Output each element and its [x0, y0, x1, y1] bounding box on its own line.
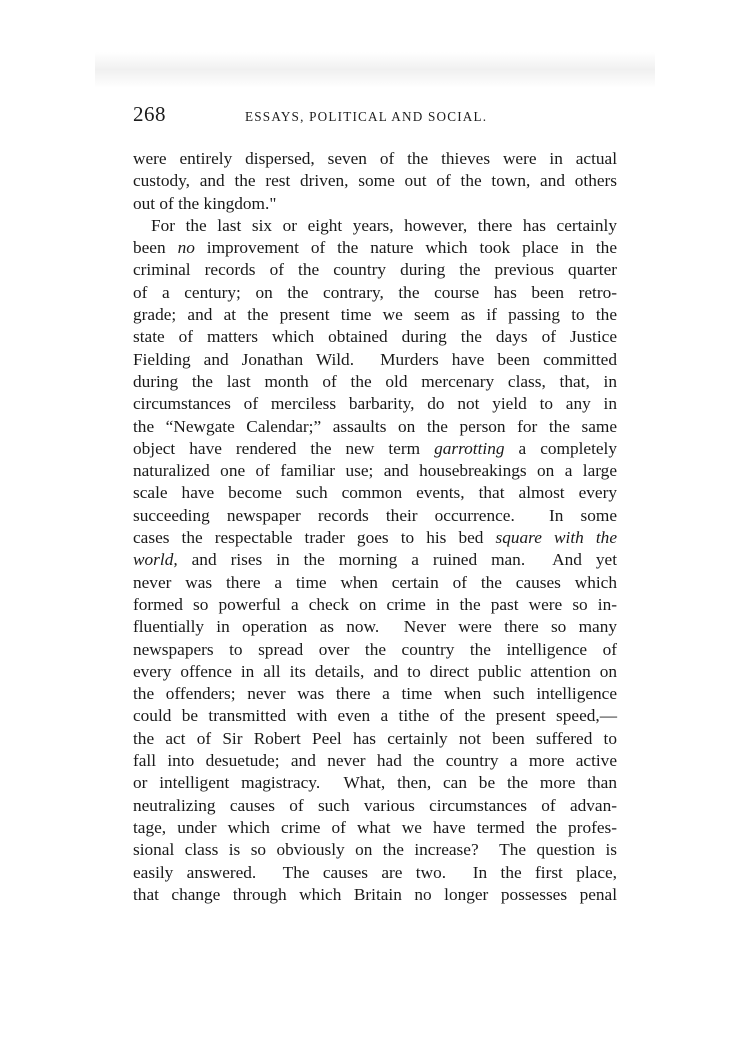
text-segment: succeeding newspaper records their occurrence. In some — [133, 505, 617, 525]
italic-text: no — [177, 238, 195, 258]
text-segment: criminal records of the country during the previous quarter — [133, 260, 617, 280]
page-header — [133, 100, 617, 130]
text-line — [133, 237, 617, 259]
text-segment: the “Newgate Calendar;” assaults on the person for the same — [133, 416, 617, 436]
text-line — [133, 349, 617, 371]
text-line — [133, 527, 617, 549]
text-segment: fall into desuetude; and never had the country a more active — [133, 751, 617, 771]
text-line — [133, 728, 617, 750]
text-segment: been — [133, 238, 178, 258]
body-text — [133, 148, 617, 906]
text-segment: tage, under which crime of what we have termed the profes- — [133, 817, 617, 837]
text-segment: were entirely dispersed, seven of the thieves were in actual — [133, 149, 617, 168]
text-line — [133, 616, 617, 638]
text-line — [133, 460, 617, 482]
text-line — [133, 817, 617, 839]
text-line — [133, 750, 617, 772]
text-segment: the offenders; never was there a time when such intelligence — [133, 684, 617, 704]
text-line — [133, 505, 617, 527]
text-line — [133, 884, 617, 906]
text-segment: during the last month of the old mercenary class, that, in — [133, 371, 617, 391]
text-line — [133, 549, 617, 571]
text-line — [133, 683, 617, 705]
text-line — [133, 193, 617, 215]
text-segment: object have rendered the new term — [133, 438, 435, 458]
text-segment: grade; and at the present time we seem as if passing to the — [133, 305, 617, 325]
italic-text: garrotting — [434, 438, 505, 458]
text-line — [133, 772, 617, 794]
text-segment: or intelligent magistracy. What, then, can be the more than — [133, 773, 617, 793]
text-line — [133, 795, 617, 817]
text-segment: out of the kingdom." — [133, 193, 277, 213]
text-segment: never was there a time when certain of the causes which — [133, 572, 617, 592]
text-segment: naturalized one of familiar use; and housebreakings on a large — [133, 461, 617, 481]
text-line — [133, 170, 617, 192]
italic-text: square with the — [495, 528, 617, 548]
text-line — [133, 148, 617, 170]
text-segment: the act of Sir Robert Peel has certainly not been suffered to — [133, 728, 617, 748]
text-line — [133, 482, 617, 504]
text-segment: newspapers to spread over the country the intelligence of — [133, 639, 617, 659]
text-segment: could be transmitted with even a tithe of the present speed,— — [133, 706, 617, 726]
text-segment: sional class is so obviously on the increase? The question is — [133, 840, 617, 860]
text-segment: improvement of the nature which took place in the — [194, 238, 617, 258]
text-line — [133, 862, 617, 884]
text-segment: fluentially in operation as now. Never were there so many — [133, 617, 617, 637]
text-line — [133, 639, 617, 661]
text-line — [133, 326, 617, 348]
text-line — [133, 371, 617, 393]
text-line — [133, 661, 617, 683]
text-segment: custody, and the rest driven, some out of the town, and others — [133, 171, 617, 191]
running-title: ESSAYS, POLITICAL AND SOCIAL. — [245, 109, 488, 124]
text-line — [133, 438, 617, 460]
text-segment: easily answered. The causes are two. In the first place, — [133, 862, 617, 882]
text-segment: and rises in the morning a ruined man. And yet — [177, 550, 617, 570]
text-line — [133, 839, 617, 861]
text-segment: For the last six or eight years, however, there has certainly — [151, 215, 617, 235]
text-line — [133, 304, 617, 326]
text-segment: formed so powerful a check on crime in the past were so in- — [133, 594, 617, 614]
text-segment: state of matters which obtained during the days of Justice — [133, 327, 617, 347]
text-segment: cases the respectable trader goes to his bed — [133, 528, 496, 548]
text-segment: every offence in all its details, and to direct public attention on — [133, 661, 617, 681]
text-line — [133, 594, 617, 616]
text-line — [133, 215, 617, 237]
text-segment: that change through which Britain no longer possesses penal — [133, 884, 617, 904]
text-line — [133, 259, 617, 281]
text-line — [133, 705, 617, 727]
text-segment: scale have become such common events, that almost every — [133, 483, 617, 503]
text-segment: Fielding and Jonathan Wild. Murders have been committed — [133, 349, 617, 369]
text-segment: circumstances of merciless barbarity, do not yield to any in — [133, 394, 617, 414]
page-number: 268 — [133, 102, 166, 126]
text-line — [133, 416, 617, 438]
text-line — [133, 572, 617, 594]
text-line — [133, 282, 617, 304]
text-segment: neutralizing causes of such various circumstances of advan- — [133, 795, 617, 815]
scan-shadow — [95, 52, 655, 88]
text-segment: of a century; on the contrary, the course has been retro- — [133, 282, 617, 302]
italic-text: world, — [133, 550, 178, 570]
text-segment: a completely — [504, 438, 617, 458]
text-line — [133, 393, 617, 415]
